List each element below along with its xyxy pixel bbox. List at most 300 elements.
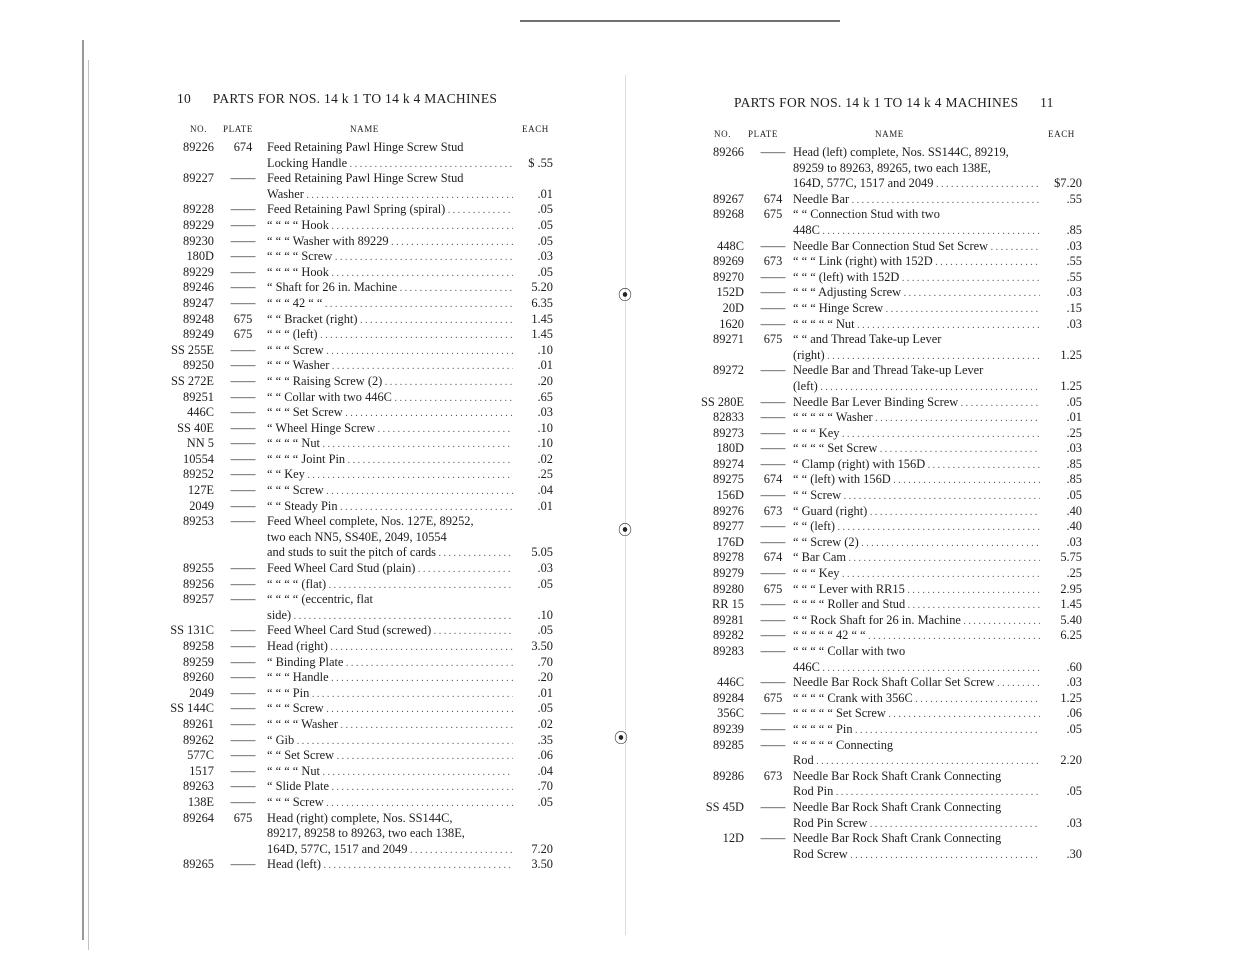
part-name: “ Wheel Hinge Screw . . . bbox=[267, 421, 513, 438]
part-number: 356C bbox=[717, 706, 744, 721]
table-row bbox=[160, 390, 560, 406]
column-header-name: NAME bbox=[350, 124, 379, 134]
plate-number: —— bbox=[230, 233, 256, 248]
table-row bbox=[690, 550, 1090, 566]
table-row bbox=[690, 706, 1090, 722]
table-row bbox=[690, 488, 1090, 504]
table-row bbox=[160, 452, 560, 468]
table-row bbox=[160, 140, 560, 156]
part-name: “ “ “ “ Screw . . . bbox=[267, 249, 513, 266]
price-each: .35 bbox=[537, 732, 553, 747]
part-name: Feed Wheel complete, Nos. 127E, 89252, bbox=[267, 514, 474, 529]
part-name: Rod . . . bbox=[793, 753, 1040, 770]
table-row bbox=[160, 202, 560, 218]
part-name: Needle Bar Lever Binding Screw . . . bbox=[793, 395, 1040, 412]
part-name: “ “ “ “ Set Screw . . . bbox=[793, 441, 1040, 458]
table-row bbox=[160, 374, 560, 390]
column-header-each: EACH bbox=[1048, 129, 1075, 139]
price-each: .06 bbox=[537, 748, 553, 763]
part-name: “ “ “ Screw . . . bbox=[267, 701, 513, 718]
part-number: 89278 bbox=[713, 550, 744, 565]
table-row bbox=[160, 764, 560, 780]
part-number: 1620 bbox=[719, 316, 744, 331]
table-row bbox=[690, 270, 1090, 286]
part-name: “ “ “ “ “ Set Screw . . . bbox=[793, 706, 1040, 723]
binding-hole-mark: ⦿ bbox=[618, 524, 632, 539]
table-row bbox=[690, 317, 1090, 333]
price-each: .01 bbox=[1066, 410, 1082, 425]
price-each: .01 bbox=[537, 358, 553, 373]
part-name: 164D, 577C, 1517 and 2049 . . . bbox=[267, 842, 513, 859]
plate-number: —— bbox=[760, 644, 786, 658]
plate-number: 674 bbox=[763, 191, 783, 206]
table-row bbox=[160, 577, 560, 593]
table-row bbox=[160, 608, 560, 624]
price-each: .25 bbox=[537, 467, 553, 482]
plate-number: —— bbox=[230, 202, 256, 217]
part-name: “ “ Collar with two 446C . . . bbox=[267, 390, 513, 407]
plate-number: —— bbox=[230, 467, 256, 482]
price-each: 1.25 bbox=[1060, 378, 1082, 393]
plate-number: —— bbox=[760, 597, 786, 612]
price-each: .05 bbox=[537, 794, 553, 809]
part-name: “ “ “ 42 “ “ . . . bbox=[267, 296, 513, 313]
table-row bbox=[690, 426, 1090, 442]
table-row bbox=[160, 795, 560, 811]
part-number: 89255 bbox=[183, 561, 214, 576]
part-name: “ “ “ Screw . . . bbox=[267, 795, 513, 812]
table-row bbox=[690, 223, 1090, 239]
part-number: 89275 bbox=[713, 472, 744, 487]
part-number: 89227 bbox=[183, 171, 214, 186]
part-number: 89259 bbox=[183, 654, 214, 669]
table-row bbox=[160, 733, 560, 749]
part-name: “ “ “ “ “ Washer . . . bbox=[793, 410, 1040, 427]
part-name: “ “ Key . . . bbox=[267, 467, 513, 484]
table-row bbox=[690, 613, 1090, 629]
part-name: Needle Bar Connection Stud Set Screw . . . bbox=[793, 239, 1040, 256]
price-each: .03 bbox=[537, 249, 553, 264]
table-row bbox=[160, 343, 560, 359]
table-row bbox=[690, 161, 1090, 177]
table-row bbox=[690, 582, 1090, 598]
part-name: Head (left) . . . bbox=[267, 857, 513, 874]
part-number: 89250 bbox=[183, 358, 214, 373]
part-name: Needle Bar Rock Shaft Crank Connecting bbox=[793, 831, 1002, 846]
part-number: 180D bbox=[186, 249, 214, 264]
plate-number: 674 bbox=[763, 550, 783, 565]
plate-number: —— bbox=[760, 675, 786, 690]
price-each: .01 bbox=[537, 685, 553, 700]
part-number: 89281 bbox=[713, 612, 744, 627]
plate-number: —— bbox=[760, 566, 786, 581]
part-name: “ “ “ “ “ Connecting bbox=[793, 737, 894, 752]
plate-number: —— bbox=[230, 389, 256, 404]
table-row bbox=[690, 675, 1090, 691]
table-row bbox=[160, 187, 560, 203]
column-header-plate: PLATE bbox=[223, 124, 253, 134]
parts-table bbox=[690, 145, 1090, 862]
price-each: .04 bbox=[537, 483, 553, 498]
part-name: “ “ “ Link (right) with 152D . . . bbox=[793, 254, 1040, 271]
plate-number: —— bbox=[230, 249, 256, 264]
plate-number: —— bbox=[230, 405, 256, 420]
part-name: “ “ “ “ Nut . . . bbox=[267, 436, 513, 453]
price-each: .04 bbox=[537, 763, 553, 778]
table-row bbox=[160, 701, 560, 717]
plate-number: —— bbox=[230, 794, 256, 809]
plate-number: —— bbox=[760, 285, 786, 300]
part-name: Feed Wheel Card Stud (plain) . . . bbox=[267, 561, 513, 578]
part-number: 89286 bbox=[713, 768, 744, 783]
table-row bbox=[160, 421, 560, 437]
plate-number: 675 bbox=[763, 581, 783, 596]
table-row bbox=[160, 499, 560, 515]
part-name: “ “ Connection Stud with two bbox=[793, 207, 940, 222]
part-name: “ “ “ Screw . . . bbox=[267, 343, 513, 360]
part-name: Head (right) . . . bbox=[267, 639, 513, 656]
part-number: 89248 bbox=[183, 311, 214, 326]
part-number: 1517 bbox=[189, 763, 214, 778]
part-name: Feed Retaining Pawl Hinge Screw Stud bbox=[267, 140, 464, 154]
part-number: 10554 bbox=[183, 451, 214, 466]
table-row bbox=[160, 811, 560, 827]
table-row bbox=[690, 566, 1090, 582]
table-row bbox=[160, 857, 560, 873]
part-number: 89229 bbox=[183, 264, 214, 279]
part-name: “ Shaft for 26 in. Machine . . . bbox=[267, 280, 513, 297]
price-each: .10 bbox=[537, 607, 553, 622]
plate-number: 675 bbox=[763, 207, 783, 222]
price-each: $ .55 bbox=[528, 155, 553, 170]
plate-number: —— bbox=[230, 716, 256, 731]
part-name: “ “ “ “ “ Nut . . . bbox=[793, 317, 1040, 334]
price-each: 1.45 bbox=[531, 311, 553, 326]
plate-number: —— bbox=[760, 628, 786, 643]
part-number: 89280 bbox=[713, 581, 744, 596]
price-each: .05 bbox=[537, 623, 553, 638]
price-each: .01 bbox=[537, 186, 553, 201]
column-header-no: NO. bbox=[190, 124, 208, 134]
plate-number: 673 bbox=[763, 254, 783, 269]
plate-number: 675 bbox=[233, 327, 253, 342]
price-each: .05 bbox=[537, 264, 553, 279]
plate-number: 673 bbox=[763, 768, 783, 783]
part-name: “ “ (left) . . . bbox=[793, 519, 1040, 536]
table-row bbox=[690, 535, 1090, 551]
part-number: 152D bbox=[716, 285, 744, 300]
table-row bbox=[160, 639, 560, 655]
part-number: 89271 bbox=[713, 332, 744, 347]
table-row bbox=[160, 748, 560, 764]
price-each: 1.45 bbox=[1060, 597, 1082, 612]
table-row bbox=[690, 784, 1090, 800]
price-each: .20 bbox=[537, 373, 553, 388]
table-row bbox=[160, 280, 560, 296]
table-row bbox=[690, 738, 1090, 754]
price-each: .05 bbox=[537, 202, 553, 217]
price-each: $7.20 bbox=[1054, 176, 1082, 191]
plate-number: —— bbox=[230, 654, 256, 669]
price-each: .05 bbox=[537, 701, 553, 716]
plate-number: —— bbox=[760, 238, 786, 253]
table-row bbox=[690, 379, 1090, 395]
price-each: .55 bbox=[1066, 191, 1082, 206]
part-number: SS 40E bbox=[177, 420, 214, 435]
price-each: 5.40 bbox=[1060, 612, 1082, 627]
part-name: “ “ “ “ “ 42 “ “ . . . bbox=[793, 628, 1040, 645]
part-number: 89253 bbox=[183, 514, 214, 529]
table-row bbox=[690, 660, 1090, 676]
plate-number: —— bbox=[230, 763, 256, 778]
price-each: .25 bbox=[1066, 566, 1082, 581]
part-name: Feed Retaining Pawl Spring (spiral) . . . bbox=[267, 202, 513, 219]
price-each: .02 bbox=[537, 451, 553, 466]
part-name: “ Gib . . . bbox=[267, 733, 513, 750]
page-header bbox=[734, 95, 1054, 111]
part-number: 89229 bbox=[183, 217, 214, 232]
part-name: “ “ and Thread Take-up Lever bbox=[793, 332, 942, 347]
table-row bbox=[690, 597, 1090, 613]
part-name: “ “ Bracket (right) . . . bbox=[267, 312, 513, 329]
part-number: SS 144C bbox=[170, 701, 214, 716]
plate-number: —— bbox=[760, 721, 786, 736]
part-number: 89228 bbox=[183, 202, 214, 217]
plate-number: 675 bbox=[233, 311, 253, 326]
price-each: .15 bbox=[1066, 300, 1082, 315]
plate-number: —— bbox=[760, 410, 786, 425]
table-row bbox=[690, 332, 1090, 348]
table-row bbox=[160, 265, 560, 281]
part-number: 89263 bbox=[183, 779, 214, 794]
part-number: 89266 bbox=[713, 145, 744, 159]
part-number: 89272 bbox=[713, 363, 744, 378]
scan-edge-left bbox=[82, 40, 84, 940]
part-name: “ “ “ “ Crank with 356C . . . bbox=[793, 691, 1040, 708]
part-number: 176D bbox=[716, 534, 744, 549]
part-name: “ “ “ “ Collar with two bbox=[793, 644, 906, 658]
part-number: 89270 bbox=[713, 269, 744, 284]
price-each: .70 bbox=[537, 779, 553, 794]
table-row bbox=[160, 312, 560, 328]
table-row bbox=[690, 348, 1090, 364]
table-row bbox=[160, 545, 560, 561]
part-number: 89282 bbox=[713, 628, 744, 643]
part-number: NN 5 bbox=[186, 436, 214, 451]
plate-number: —— bbox=[230, 358, 256, 373]
part-number: SS 272E bbox=[170, 373, 214, 388]
table-row bbox=[690, 691, 1090, 707]
plate-number: —— bbox=[760, 534, 786, 549]
table-row bbox=[160, 826, 560, 842]
price-each: .40 bbox=[1066, 519, 1082, 534]
part-number: 89239 bbox=[713, 721, 744, 736]
part-name: “ “ “ “ Hook . . . bbox=[267, 218, 513, 235]
part-name: “ “ “ “ Washer . . . bbox=[267, 717, 513, 734]
part-name: “ “ “ “ (eccentric, flat bbox=[267, 592, 373, 607]
plate-number: —— bbox=[230, 217, 256, 232]
part-number: 89274 bbox=[713, 456, 744, 471]
page-number: 10 bbox=[177, 91, 192, 106]
price-each: .03 bbox=[537, 561, 553, 576]
part-name: Head (right) complete, Nos. SS144C, bbox=[267, 810, 453, 825]
price-each: .85 bbox=[1066, 222, 1082, 237]
price-each: .06 bbox=[1066, 706, 1082, 721]
part-name: “ “ “ Screw . . . bbox=[267, 483, 513, 500]
part-name: (right) . . . bbox=[793, 348, 1040, 365]
part-name: Feed Retaining Pawl Hinge Screw Stud bbox=[267, 171, 464, 186]
part-name: “ “ Steady Pin . . . bbox=[267, 499, 513, 516]
plate-number: —— bbox=[230, 701, 256, 716]
part-name: Needle Bar Rock Shaft Crank Connecting bbox=[793, 799, 1002, 814]
plate-number: 673 bbox=[763, 503, 783, 518]
part-name: Locking Handle . . . bbox=[267, 156, 513, 173]
part-name: Rod Pin Screw . . . bbox=[793, 816, 1040, 833]
table-row bbox=[160, 779, 560, 795]
price-each: .05 bbox=[1066, 394, 1082, 409]
plate-number: —— bbox=[760, 425, 786, 440]
table-row bbox=[690, 816, 1090, 832]
table-row bbox=[690, 176, 1090, 192]
price-each: .65 bbox=[537, 389, 553, 404]
part-name: Needle Bar Rock Shaft Collar Set Screw . . . bbox=[793, 675, 1040, 692]
price-each: 1.25 bbox=[1060, 347, 1082, 362]
page-number: 11 bbox=[1040, 95, 1054, 110]
plate-number: 674 bbox=[233, 140, 253, 154]
plate-number: —— bbox=[760, 612, 786, 627]
part-name: “ “ “ (left) with 152D . . . bbox=[793, 270, 1040, 287]
column-header-each: EACH bbox=[522, 124, 549, 134]
price-each: .03 bbox=[1066, 285, 1082, 300]
table-row bbox=[690, 457, 1090, 473]
part-number: 89260 bbox=[183, 670, 214, 685]
part-number: 89261 bbox=[183, 716, 214, 731]
price-each: .03 bbox=[1066, 238, 1082, 253]
part-name: 448C . . . bbox=[793, 223, 1040, 240]
plate-number: —— bbox=[230, 670, 256, 685]
part-name: “ “ “ Key . . . bbox=[793, 566, 1040, 583]
price-each: .10 bbox=[537, 420, 553, 435]
part-number: 89269 bbox=[713, 254, 744, 269]
part-number: 89276 bbox=[713, 503, 744, 518]
table-row bbox=[160, 623, 560, 639]
part-number: SS 131C bbox=[170, 623, 214, 638]
part-number: 89268 bbox=[713, 207, 744, 222]
table-row bbox=[690, 800, 1090, 816]
part-name: “ “ “ Lever with RR15 . . . bbox=[793, 582, 1040, 599]
price-each: .05 bbox=[537, 217, 553, 232]
part-name: Washer . . . bbox=[267, 187, 513, 204]
price-each: 2.20 bbox=[1060, 753, 1082, 768]
plate-number: —— bbox=[760, 441, 786, 456]
plate-number: 675 bbox=[763, 332, 783, 347]
table-row bbox=[160, 234, 560, 250]
table-row bbox=[160, 483, 560, 499]
binding-hole-mark: ⦿ bbox=[614, 732, 628, 747]
price-each: .01 bbox=[537, 498, 553, 513]
table-row bbox=[160, 436, 560, 452]
plate-number: 675 bbox=[763, 690, 783, 705]
table-row bbox=[690, 254, 1090, 270]
part-number: 2049 bbox=[189, 685, 214, 700]
table-row bbox=[160, 592, 560, 608]
price-each: .55 bbox=[1066, 269, 1082, 284]
plate-number: —— bbox=[760, 488, 786, 503]
part-name: “ “ “ Washer with 89229 . . . bbox=[267, 234, 513, 251]
price-each: .03 bbox=[537, 405, 553, 420]
plate-number: 674 bbox=[763, 472, 783, 487]
part-number: 89230 bbox=[183, 233, 214, 248]
price-each: 5.20 bbox=[531, 280, 553, 295]
part-name: Needle Bar and Thread Take-up Lever bbox=[793, 363, 984, 378]
part-name: “ “ Screw . . . bbox=[793, 488, 1040, 505]
part-number: 20D bbox=[722, 300, 744, 315]
part-name: Needle Bar . . . bbox=[793, 192, 1040, 209]
part-name: 89259 to 89263, 89265, two each 138E, bbox=[793, 160, 991, 175]
gutter-line bbox=[625, 75, 626, 935]
part-name: Needle Bar Rock Shaft Crank Connecting bbox=[793, 768, 1002, 783]
part-number: SS 280E bbox=[700, 394, 744, 409]
part-name: Feed Wheel Card Stud (screwed) . . . bbox=[267, 623, 513, 640]
part-name: 164D, 577C, 1517 and 2049 . . . bbox=[793, 176, 1040, 193]
price-each: .03 bbox=[1066, 316, 1082, 331]
table-row bbox=[160, 218, 560, 234]
plate-number: —— bbox=[230, 639, 256, 653]
binding-hole-mark: ⦿ bbox=[618, 289, 632, 304]
price-each: .70 bbox=[537, 654, 553, 669]
part-number: 89249 bbox=[183, 327, 214, 342]
plate-number: —— bbox=[760, 831, 786, 846]
part-number: 89265 bbox=[183, 857, 214, 872]
part-number: 12D bbox=[722, 831, 744, 846]
price-each: .10 bbox=[537, 342, 553, 357]
price-each: .05 bbox=[537, 576, 553, 591]
part-name: “ “ Screw (2) . . . bbox=[793, 535, 1040, 552]
part-number: 446C bbox=[187, 405, 214, 420]
part-name: “ Guard (right) . . . bbox=[793, 504, 1040, 521]
plate-number: —— bbox=[230, 373, 256, 388]
price-each: .60 bbox=[1066, 659, 1082, 674]
part-number: 577C bbox=[187, 748, 214, 763]
parts-table bbox=[160, 140, 560, 873]
part-name: “ “ “ “ Roller and Stud . . . bbox=[793, 597, 1040, 614]
part-number: 89257 bbox=[183, 592, 214, 607]
part-name: Rod Pin . . . bbox=[793, 784, 1040, 801]
part-name: “ Clamp (right) with 156D . . . bbox=[793, 457, 1040, 474]
part-name: “ “ Rock Shaft for 26 in. Machine . . . bbox=[793, 613, 1040, 630]
part-number: 180D bbox=[716, 441, 744, 456]
price-each: .02 bbox=[537, 716, 553, 731]
part-number: 156D bbox=[716, 488, 744, 503]
table-row bbox=[160, 467, 560, 483]
plate-number: —— bbox=[230, 576, 256, 591]
table-row bbox=[160, 156, 560, 172]
plate-number: —— bbox=[760, 316, 786, 331]
plate-number: —— bbox=[230, 483, 256, 498]
plate-number: —— bbox=[230, 342, 256, 357]
price-each: .55 bbox=[1066, 254, 1082, 269]
price-each: .20 bbox=[537, 670, 553, 685]
part-name: “ “ “ Key . . . bbox=[793, 426, 1040, 443]
table-row bbox=[690, 239, 1090, 255]
part-name: “ “ (left) with 156D . . . bbox=[793, 472, 1040, 489]
part-name: “ “ “ Handle . . . bbox=[267, 670, 513, 687]
plate-number: 675 bbox=[233, 810, 253, 825]
part-name: “ “ “ Raising Screw (2) . . . bbox=[267, 374, 513, 391]
part-number: 89226 bbox=[183, 140, 214, 154]
plate-number: —— bbox=[230, 514, 256, 529]
price-each: 1.25 bbox=[1060, 690, 1082, 705]
